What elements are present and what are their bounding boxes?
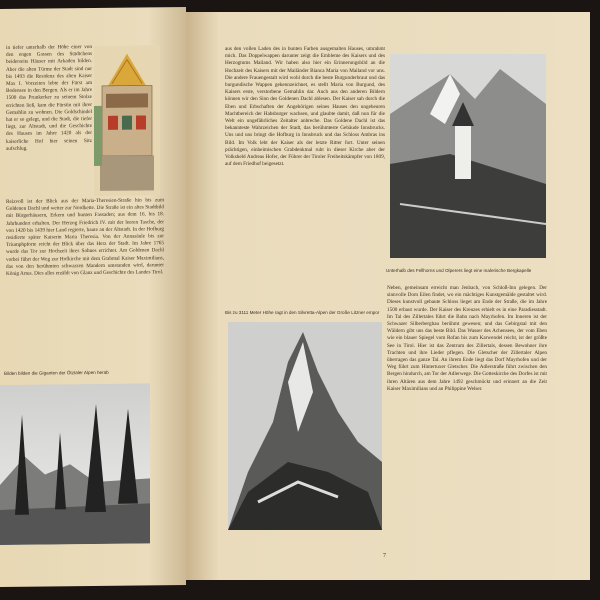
left-caption: Bilden bilden die Giganten der Ötztaler Alpen herab xyxy=(4,369,109,376)
left-page xyxy=(0,7,186,587)
left-text-top: in tiefer unterhalb der Höhe einer von den engen Gassen des Städtchens beiderseits Häuser mit Arkaden bilden. Aber die alten Türme der Stadt sind nur bis 1493 die Residenz des alten Kaiser Max I. Vorzeiten lebte der Fürst am Bodensee in den Bergen. Als er im Jahre 1500 das Prunkerker zu seinem Stolze errichten ließ, kam die Fürstin mit ihrer Gemahlin zu wohnen. Die Goldschindel hat er so gelegt, und die Stadt, die tiefer liegt, zur Altstadt, und die Geschichte des Hauses im Jahre 1420 als der kaiserliche Hof hier seinen Sitz aufschlug. xyxy=(6,44,92,152)
left-text-main: Reizvoll ist der Blick aus der Maria-Theresien-Straße hin bis zum Goldenen Dachl und weiter zur Nordkette. Die Straße ist ein altes Stadtbild mit Bürgerhäusern, Erkern und bunten Fassaden; aus dem 16. bis 18. Jahrhundert erhalten. Der Herzog Friedrich IV. mit der leeren Tasche, der von 1420 bis 1439 hier Land regierte, baute an der Altstadt. In der Hofburg residierte später Kaiserin Maria Theresia. Von der Annasäule bis zur Triumphpforte reicht der Blick über das Herz der Stadt. Im Jahre 1765 wurde das Tor zur Hochzeit ihres Sohnes errichtet. Am Goldenen Dachl vorbei führt der Weg zur Hofkirche mit dem Grabmal Kaiser Maximilians, das von den berühmten schwarzen Mandern umstanden wird, darunter König Artus. Dies alles erzählt von Glanz und Geschichte des Landes Tirol. xyxy=(6,197,164,277)
mountain-chapel-photo xyxy=(390,54,546,258)
page-number: 7 xyxy=(383,553,386,559)
gross-litzner-photo xyxy=(228,322,382,530)
litzner-caption: Bis zu 3111 Meter Höhe ragt in den Silvretta-Alpen der Große Litzner empor xyxy=(225,310,380,315)
right-page xyxy=(186,12,590,580)
chapel-caption: Unterhalb des Fellhorns und Olperers liegt eine malerische Bergkapelle xyxy=(386,268,532,273)
golden-roof-illustration xyxy=(94,45,160,196)
right-text-col2: Neben, gemeinsam erreicht man Jenbach, von Schloß-Inn gelegen. Der sinnvolle Dom Eilen findet, wo ein mächtiges Kunstgemälde gestaltet wird. Dieses kunstvoll gebaute Schloss lieget am Ende der Straße, die im Jahre 1500 erbaut wurde. Der Kaiser des Kreuzes erhielt es in eine Paradiesstadt. Im Tal des Zillertales führt die Bahn nach Mayrhofen. Im Inneren ist der Schwazer Silberbergbau berühmt gewesen; und das Gebirgstal mit den Wäldern gibt uns das beste Bild. Das Wasser des Achensees, der vom Eben wie ein blauer Spiegel vom Rofan bis zum Karwendel reicht, ist der größte See in Tirol. Hier ist das Zentrum des Zillertals, dessen Bewohner ihre Trachten und ihre Lieder pflegen. Die Gletscher der Zillertaler Alpen überragen das ganze Tal. An ihrem Ende liegt das Dorf Mayrhofen und der Weg führt zum Hintertuxer Gletscher. Die Adlerstraße führt zwischen den Bergen hindurch, am Tor der Adlerwege. Die Gotteskirche des Dorfes ist mit ihren Altären aus dem Jahre 1492 geschmückt und erinnert an die Zeit Kaiser Maximilians und an Philippine Welser. xyxy=(387,285,547,392)
alpine-trees-photo xyxy=(0,383,150,545)
right-text-col1: aus den vollen Laden des in bunten Farben ausgemalten Hauses, umrahmt mich. Das Doppelwappen darunter zeigt die Embleme des Kaisers und des Herzogtums Mailand. Wir haben also hier ein Erinnerungsbild an die Hochzeit des Kaisers mit der Mailänder Bianca Maria von Mailand vor uns. Die andere Frauengestalt wird wohl durch die beste Burgunderbraut und das burgundische Wappen gekennzeichnet, es stellt Maria von Burgund, des Kaisers erste, verstorbene Gemahlin dar. Auch aus den anderen Bildern können wir den Sinn des Goldenen Dachl ablesen. Der Kaiser sah durch die Eben und Erbschaften der Angehörigen seines Hauses den ungeheuren Machtbereich der Habsburger wachsen, und glaubte damit, daß nun für die Welt ein ungefährliches Zeitalter anbreche. Das Goldene Dachl ist das bekannteste Wahrzeichen der Stadt, das berühmteste Gebäude Innsbrucks. Uns und uns bringt die Hofburg in Innsbruck und das Schloss Ambras ins Bild. Im Volk lebt der Kaiser als der letzte Ritter fort. Unter seinen prächtigen, einheimischen Grabdenkmal ruht in dieser Kirche aber der Volksheld Andreas Hofer, der Führer der Tiroler Freiheitskämpfer von 1809, auf dem Friedhof beigesetzt. xyxy=(225,46,385,168)
